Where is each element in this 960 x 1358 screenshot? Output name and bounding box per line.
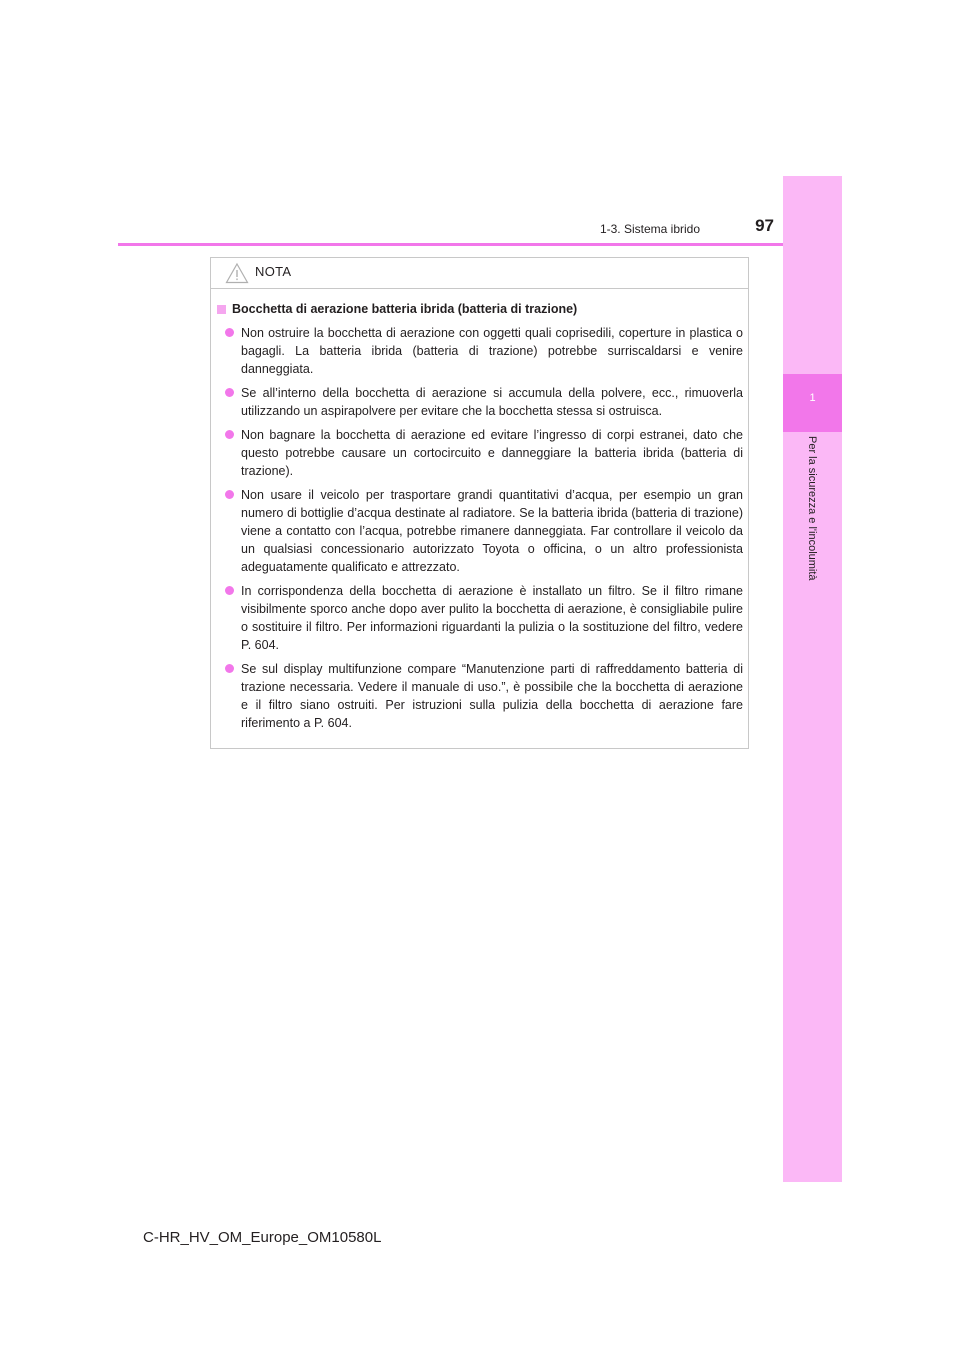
list-item — [225, 660, 743, 732]
notice-section-title-text: Bocchetta di aerazione batteria ibrida (batteria di trazione) — [232, 302, 578, 316]
list-item-text: Non bagnare la bocchetta di aerazione ed evitare l’ingresso di corpi estranei, dato che questo potrebbe causare un cortocircuito e danneggiare la batteria ibrida (batteria di trazione). — [241, 428, 743, 478]
bullet-dot-icon — [225, 586, 234, 595]
list-item — [225, 426, 743, 480]
list-item — [225, 384, 743, 420]
list-item — [225, 486, 743, 576]
list-item-text: Non ostruire la bocchetta di aerazione con oggetti quali coprisedili, coperture in plastica o bagagli. La batteria ibrida (batteria di trazione) potrebbe surriscaldarsi e venire danneggiata. — [241, 326, 743, 376]
document-code: C-HR_HV_OM_Europe_OM10580L — [143, 1229, 382, 1246]
list-item-text: In corrispondenza della bocchetta di aerazione è installato un filtro. Se il filtro rimane visibilmente sporco anche dopo aver pulito la bocchetta di aerazione, è consigliabile pulire o sostituire il filtro. Per informazioni riguardanti la pulizia o la sostituzione del filtro, vedere P. 604. — [241, 584, 743, 652]
notice-label: NOTA — [255, 264, 292, 279]
notice-section-title — [217, 302, 745, 316]
chapter-number: 1 — [809, 392, 816, 404]
header-divider — [118, 243, 783, 246]
list-item — [225, 582, 743, 654]
list-item-text: Se all’interno della bocchetta di aerazione si accumula della polvere, ecc., rimuoverla utilizzando un aspirapolvere per evitare che la bocchetta stessa si ostruisca. — [241, 386, 743, 418]
bullet-dot-icon — [225, 328, 234, 337]
bullet-dot-icon — [225, 430, 234, 439]
list-item-text: Non usare il veicolo per trasportare grandi quantitativi d’acqua, per esempio un gran numero di bottiglie d’acqua destinate al radiatore. Se la batteria ibrida (batteria di trazione) viene a contatto con l’acqua, potrebbe rimanere danneggiata. Far controllare il veicolo da un qualsiasi concessionario autorizzato Toyota o officina, o un altro professionista adeguatamente qualificato e attrezzato. — [241, 488, 743, 574]
page-number: 97 — [755, 216, 774, 235]
chapter-side-tab — [783, 176, 842, 1182]
chapter-title: Per la sicurezza e l'incolumità — [806, 436, 818, 581]
chapter-title-container — [805, 436, 819, 622]
notice-box — [210, 257, 749, 749]
notice-item-list — [225, 324, 743, 738]
section-heading: 1-3. Sistema ibrido — [599, 222, 700, 236]
list-item-text: Se sul display multifunzione compare “Manutenzione parti di raffreddamento batteria di trazione necessaria. Vedere il manuale di uso.”, è possibile che la bocchetta di aerazione e il filtro siano ostruiti. Per istruzioni sulla pulizia della bocchetta di aerazione fare riferimento a P. 604. — [241, 662, 743, 730]
list-item — [225, 324, 743, 378]
square-bullet-icon — [217, 305, 226, 314]
bullet-dot-icon — [225, 664, 234, 673]
notice-header — [211, 258, 748, 289]
warning-triangle-icon — [225, 262, 249, 284]
bullet-dot-icon — [225, 388, 234, 397]
bullet-dot-icon — [225, 490, 234, 499]
